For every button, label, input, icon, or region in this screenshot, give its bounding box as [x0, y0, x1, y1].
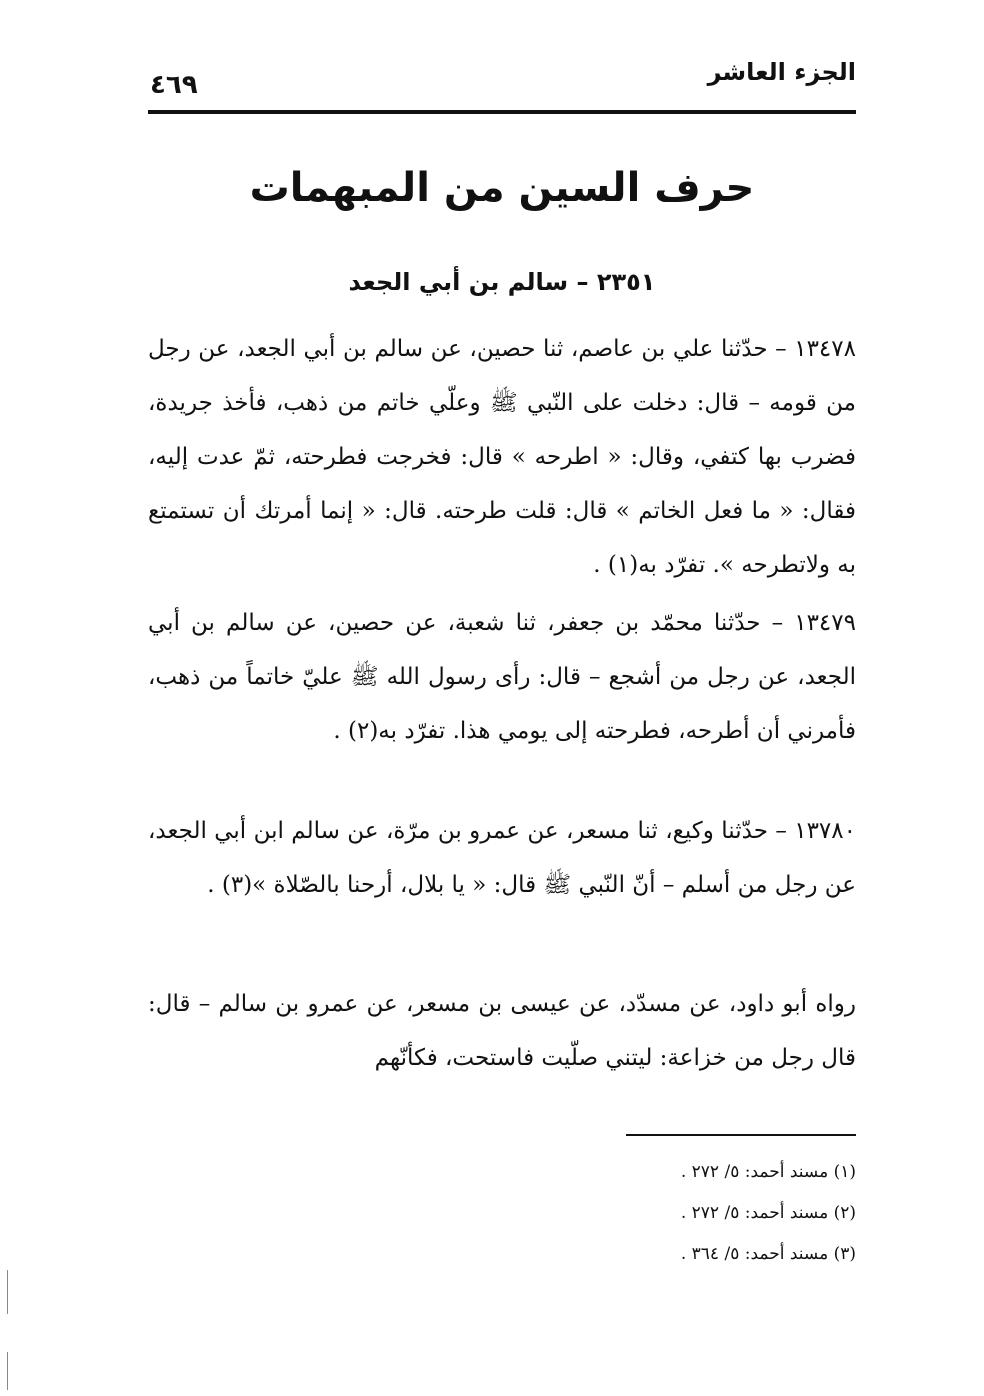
closing-paragraph-text: رواه أبو داود، عن مسدّد، عن عيسى بن مسعر، عن عمرو بن سالم – قال: قال رجل من خزاعة: ليتني صلّيت فاستحت، فكأنّهم — [148, 991, 856, 1071]
hadith-text: ١٣٧٨٠ – حدّثنا وكيع، ثنا مسعر، عن عمرو بن مرّة، عن سالم ابن أبي الجعد، عن رجل من أسلم – أنّ النّبي ﷺ قال: « يا بلال، أرحنا بالصّلاة »(٣) . — [148, 818, 856, 898]
hadith-text: ١٣٤٧٩ – حدّثنا محمّد بن جعفر، ثنا شعبة، عن حصين، عن سالم بن أبي الجعد، عن رجل من أشجع – قال: رأى رسول الله ﷺ عليّ خاتماً من ذهب، فأمرني أن أطرحه، فطرحته إلى يومي هذا. تفرّد به(٢) . — [148, 610, 856, 744]
hadith-13478 — [148, 322, 856, 592]
running-title: الجزء العاشر — [707, 58, 856, 86]
scan-edge-mark — [7, 1352, 8, 1390]
chapter-title: حرف السين من المبهمات — [249, 165, 755, 211]
scan-edge-mark — [7, 1270, 8, 1314]
running-head — [148, 52, 856, 102]
hadith-13479 — [148, 596, 856, 758]
footnote-2: (٢) مسند أحمد: ٥/ ٢٧٢ . — [680, 1203, 856, 1223]
footnote-3: (٣) مسند أحمد: ٥/ ٣٦٤ . — [680, 1244, 856, 1264]
header-rule — [148, 110, 856, 114]
footnote-rule — [626, 1134, 856, 1136]
hadith-text: ١٣٤٧٨ – حدّثنا علي بن عاصم، ثنا حصين، عن سالم بن أبي الجعد، عن رجل من قومه – قال: دخلت على النّبي ﷺ وعلّي خاتم من ذهب، فأخذ جريدة، فضرب بها كتفي، وقال: « اطرحه » قال: فخرجت فطرحته، ثمّ عدت إليه، فقال: « ما فعل الخاتم » قال: قلت طرحته. قال: « إنما أمرتك أن تستمتع به ولاتطرحه ». تفرّد به(١) . — [148, 336, 856, 578]
closing-paragraph — [148, 977, 856, 1085]
section-heading: ٢٣٥١ – سالم بن أبي الجعد — [348, 268, 656, 296]
footnotes — [148, 1152, 856, 1275]
hadith-13780 — [148, 804, 856, 912]
page-number: ٤٦٩ — [150, 70, 198, 100]
footnote-1: (١) مسند أحمد: ٥/ ٢٧٢ . — [680, 1162, 856, 1182]
